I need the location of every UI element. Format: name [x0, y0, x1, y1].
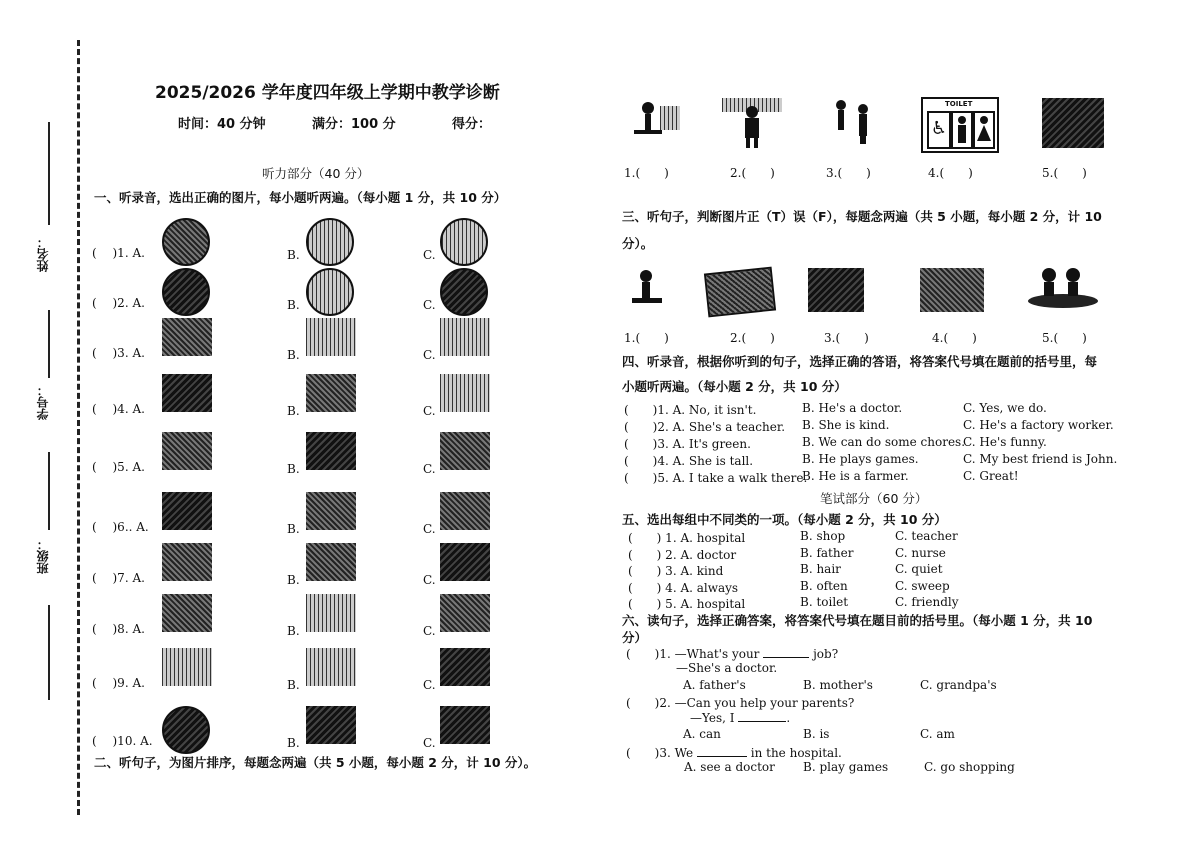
section-1-question-10-number[interactable]: ( )10. A.: [92, 734, 153, 748]
section-2-picture-1: [622, 100, 684, 144]
section-1-question-10-option-b-label: B.: [287, 736, 300, 750]
section-1-question-6-picture-b[interactable]: [306, 492, 356, 530]
section-1-question-10-option-c-label: C.: [423, 736, 436, 750]
exam-time: 时间：40 分钟: [178, 117, 266, 132]
section-1-question-1-picture-c[interactable]: [440, 218, 488, 266]
section-6-instruction-line-1: 六、读句子，选择正确答案，将答案代号填在题目前的括号里。（每小题 1 分，共 10: [622, 613, 1093, 628]
class-write-line: [48, 452, 50, 530]
question-1-option-c: C. grandpa's: [920, 678, 997, 692]
section-1-question-4-picture-c[interactable]: [440, 374, 490, 412]
question-3-suffix: in the hospital.: [750, 746, 842, 760]
section-1-question-3-number[interactable]: ( )3. A.: [92, 346, 145, 360]
section-5-item-4-question[interactable]: ( ) 4. A. always: [628, 580, 739, 595]
question-3-option-b: B. play games: [803, 760, 889, 774]
section-1-question-10-picture-c[interactable]: [440, 706, 490, 744]
section-6-instruction-line-2: 分）: [622, 630, 648, 645]
section-1-question-8-number[interactable]: ( )8. A.: [92, 622, 145, 636]
section-1-question-7-number[interactable]: ( )7. A.: [92, 571, 145, 585]
margin-write-line: [48, 605, 50, 700]
section-2-answer-slot-1[interactable]: 1.( ): [624, 166, 669, 180]
section-4-item-3-option-c: C. He's funny.: [963, 435, 1047, 449]
section-1-question-1-picture-b[interactable]: [306, 218, 354, 266]
section-4-item-4-option-b: B. He plays games.: [802, 452, 919, 466]
section-1-question-2-picture-a[interactable]: [162, 268, 210, 316]
section-2-answer-slot-5[interactable]: 5.( ): [1042, 166, 1087, 180]
section-4-instruction-line-2: 小题听两遍。（每小题 2 分，共 10 分）: [622, 379, 847, 394]
question-2-option-c: C. am: [920, 727, 955, 741]
man-icon: [951, 111, 973, 149]
section-1-question-9-picture-b[interactable]: [306, 648, 356, 686]
section-6-question-2: ( )2. —Can you help your parents?: [626, 696, 855, 710]
question-3-prefix: ( )3. We: [626, 746, 694, 760]
section-1-question-8-option-b-label: B.: [287, 624, 300, 638]
section-1-question-5-picture-c[interactable]: [440, 432, 490, 470]
section-1-question-6-option-c-label: C.: [423, 522, 436, 536]
writing-heading: 笔试部分（60 分）: [820, 491, 928, 506]
section-4-item-5-option-b: B. He is a farmer.: [802, 469, 909, 483]
section-4-item-4-question[interactable]: ( )4. A. She is tall.: [624, 454, 754, 468]
section-4-item-5-question[interactable]: ( )5. A. I take a walk there.: [624, 471, 808, 485]
section-1-question-5-option-b-label: B.: [287, 462, 300, 476]
section-1-question-6-number[interactable]: ( )6.. A.: [92, 520, 149, 534]
section-5-item-1-option-b: B. shop: [800, 529, 846, 543]
binding-margin-dashed-line: [77, 40, 80, 815]
section-1-question-4-picture-a[interactable]: [162, 374, 212, 412]
section-5-instruction: 五、选出每组中不同类的一项。（每小题 2 分，共 10 分）: [622, 512, 947, 527]
section-4-item-5-option-c: C. Great!: [963, 469, 1019, 483]
section-1-question-4-picture-b[interactable]: [306, 374, 356, 412]
question-3-blank[interactable]: [697, 756, 747, 757]
section-3-answer-slot-1[interactable]: 1.( ): [624, 331, 669, 345]
section-1-question-6-option-b-label: B.: [287, 522, 300, 536]
question-2-blank[interactable]: [738, 721, 786, 722]
section-1-question-9-picture-c[interactable]: [440, 648, 490, 686]
section-1-question-7-picture-b[interactable]: [306, 543, 356, 581]
section-1-question-6-picture-c[interactable]: [440, 492, 490, 530]
section-6-question-3: [626, 744, 842, 761]
question-1-suffix: job?: [813, 647, 839, 661]
name-write-line: [48, 122, 50, 225]
section-5-item-5-option-b: B. toilet: [800, 595, 849, 609]
section-5-item-2-option-b: B. father: [800, 545, 854, 560]
section-2-picture-5: [1042, 98, 1104, 148]
exam-score-field: 得分：: [452, 117, 492, 132]
section-1-question-7-option-c-label: C.: [423, 573, 436, 587]
section-3-instruction-line-1: 三、听句子，判断图片正（T）误（F），每题念两遍（共 5 小题，每小题 2 分，计 10: [622, 209, 1102, 224]
section-1-question-7-option-b-label: B.: [287, 573, 300, 587]
section-4-item-4-option-c: C. My best friend is John.: [963, 452, 1118, 466]
exam-title: 2025/2026 学年度四年级上学期中教学诊断: [155, 83, 500, 103]
listening-heading: 听力部分（40 分）: [262, 166, 370, 181]
section-1-instruction: 一、听录音，选出正确的图片，每小题听两遍。（每小题 1 分，共 10 分）: [94, 190, 507, 205]
section-3-answer-slot-2[interactable]: 2.( ): [730, 331, 775, 345]
section-5-item-5-option-c: C. friendly: [895, 595, 959, 609]
question-1-option-a: A. father's: [683, 678, 746, 692]
section-1-question-2-number[interactable]: ( )2. A.: [92, 296, 145, 310]
section-1-question-4-option-b-label: B.: [287, 404, 300, 418]
section-1-question-1-number[interactable]: ( )1. A.: [92, 246, 145, 260]
section-1-question-4-number[interactable]: ( )4. A.: [92, 402, 145, 416]
exam-total-score: 满分：100 分: [312, 117, 396, 132]
section-4-item-2-question[interactable]: ( )2. A. She's a teacher.: [624, 420, 786, 434]
section-5-item-4-option-b: B. often: [800, 578, 848, 593]
section-5-item-3-option-b: B. hair: [800, 562, 841, 576]
question-3-option-c: C. go shopping: [924, 760, 1015, 774]
section-1-question-9-number[interactable]: ( )9. A.: [92, 676, 145, 690]
section-5-item-1-option-c: C. teacher: [895, 529, 958, 543]
section-1-question-2-picture-c[interactable]: [440, 268, 488, 316]
section-1-question-8-picture-c[interactable]: [440, 594, 490, 632]
section-2-answer-slot-3[interactable]: 3.( ): [826, 166, 871, 180]
section-1-question-9-picture-a[interactable]: [162, 648, 212, 686]
section-2-answer-slot-2[interactable]: 2.( ): [730, 166, 775, 180]
section-1-question-2-picture-b[interactable]: [306, 268, 354, 316]
section-4-item-2-option-c: C. He's a factory worker.: [963, 418, 1114, 432]
name-label: 姓名：: [36, 236, 50, 272]
question-2-reply: [690, 711, 790, 725]
question-1-reply: —She's a doctor.: [676, 661, 778, 675]
section-1-question-5-number[interactable]: ( )5. A.: [92, 460, 145, 474]
section-1-question-5-picture-b[interactable]: [306, 432, 356, 470]
class-label: 班级：: [36, 538, 50, 574]
section-3-picture-2: [704, 267, 776, 318]
section-4-item-3-question[interactable]: ( )3. A. It's green.: [624, 437, 751, 451]
section-3-picture-5: [1028, 266, 1098, 312]
section-4-item-1-option-c: C. Yes, we do.: [963, 401, 1047, 415]
section-2-answer-slot-4[interactable]: 4.( ): [928, 166, 973, 180]
section-1-question-1-option-b-label: B.: [287, 248, 300, 262]
question-3-option-a: A. see a doctor: [684, 760, 775, 774]
section-5-item-5-question[interactable]: ( ) 5. A. hospital: [628, 597, 746, 611]
section-5-item-2-option-c: C. nurse: [895, 545, 946, 560]
section-1-question-7-picture-c[interactable]: [440, 543, 490, 581]
question-1-prefix: ( )1. —What's your: [626, 647, 760, 661]
section-5-item-4-option-c: C. sweep: [895, 578, 950, 593]
question-2-reply-prefix: —Yes, I: [690, 711, 735, 725]
section-2-picture-toilet-sign: [921, 97, 999, 153]
section-1-question-2-option-c-label: C.: [423, 298, 436, 312]
toilet-sign-text: TOILET: [945, 100, 973, 108]
section-3-answer-slot-4[interactable]: 4.( ): [932, 331, 977, 345]
section-5-item-1-question[interactable]: ( ) 1. A. hospital: [628, 531, 746, 545]
section-1-question-9-option-b-label: B.: [287, 678, 300, 692]
section-1-question-6-picture-a[interactable]: [162, 492, 212, 530]
section-4-item-3-option-b: B. We can do some chores.: [802, 435, 966, 449]
wheelchair-icon: ♿: [927, 111, 951, 149]
section-1-question-3-picture-a[interactable]: [162, 318, 212, 356]
section-1-question-5-option-c-label: C.: [423, 462, 436, 476]
section-4-item-1-option-b: B. He's a doctor.: [802, 401, 903, 415]
section-1-question-8-option-c-label: C.: [423, 624, 436, 638]
woman-icon: [973, 111, 995, 149]
section-6-question-1: [626, 645, 838, 662]
section-1-question-3-picture-c[interactable]: [440, 318, 490, 356]
section-5-item-3-option-c: C. quiet: [895, 562, 943, 576]
section-1-question-7-picture-a[interactable]: [162, 543, 212, 581]
section-1-question-2-option-b-label: B.: [287, 298, 300, 312]
student-number-label: 学号：: [36, 384, 50, 420]
section-1-question-8-picture-a[interactable]: [162, 594, 212, 632]
question-2-option-b: B. is: [803, 727, 830, 741]
question-1-option-b: B. mother's: [803, 678, 873, 692]
section-2-picture-3: [824, 98, 886, 146]
section-2-instruction: 二、听句子，为图片排序，每题念两遍（共 5 小题，每小题 2 分，计 10 分）。: [94, 755, 537, 770]
section-5-item-3-question[interactable]: ( ) 3. A. kind: [628, 564, 724, 578]
section-1-question-9-option-c-label: C.: [423, 678, 436, 692]
section-1-question-1-option-c-label: C.: [423, 248, 436, 262]
question-2-option-a: A. can: [683, 727, 721, 741]
section-3-picture-1: [628, 268, 672, 308]
section-4-item-1-question[interactable]: ( )1. A. No, it isn't.: [624, 403, 757, 417]
section-4-instruction-line-1: 四、听录音，根据你听到的句子，选择正确的答语，将答案代号填在题前的括号里，每: [622, 354, 1098, 369]
section-1-question-10-picture-a[interactable]: [162, 706, 210, 754]
section-1-question-4-option-c-label: C.: [423, 404, 436, 418]
section-3-picture-3: [808, 268, 864, 312]
section-1-question-8-picture-b[interactable]: [306, 594, 356, 632]
section-5-item-2-question[interactable]: ( ) 2. A. doctor: [628, 547, 737, 562]
section-1-question-10-picture-b[interactable]: [306, 706, 356, 744]
question-2-reply-suffix: .: [786, 711, 791, 725]
student-number-write-line: [48, 310, 50, 378]
section-3-answer-slot-5[interactable]: 5.( ): [1042, 331, 1087, 345]
section-1-question-3-option-c-label: C.: [423, 348, 436, 362]
section-2-picture-2: [722, 98, 782, 148]
section-3-instruction-line-2: 分）。: [622, 236, 654, 251]
section-4-item-2-option-b: B. She is kind.: [802, 418, 890, 432]
section-1-question-5-picture-a[interactable]: [162, 432, 212, 470]
section-1-question-3-option-b-label: B.: [287, 348, 300, 362]
section-1-question-1-picture-a[interactable]: [162, 218, 210, 266]
question-1-blank[interactable]: [763, 657, 809, 658]
section-3-answer-slot-3[interactable]: 3.( ): [824, 331, 869, 345]
section-1-question-3-picture-b[interactable]: [306, 318, 356, 356]
section-3-picture-4: [920, 268, 984, 312]
